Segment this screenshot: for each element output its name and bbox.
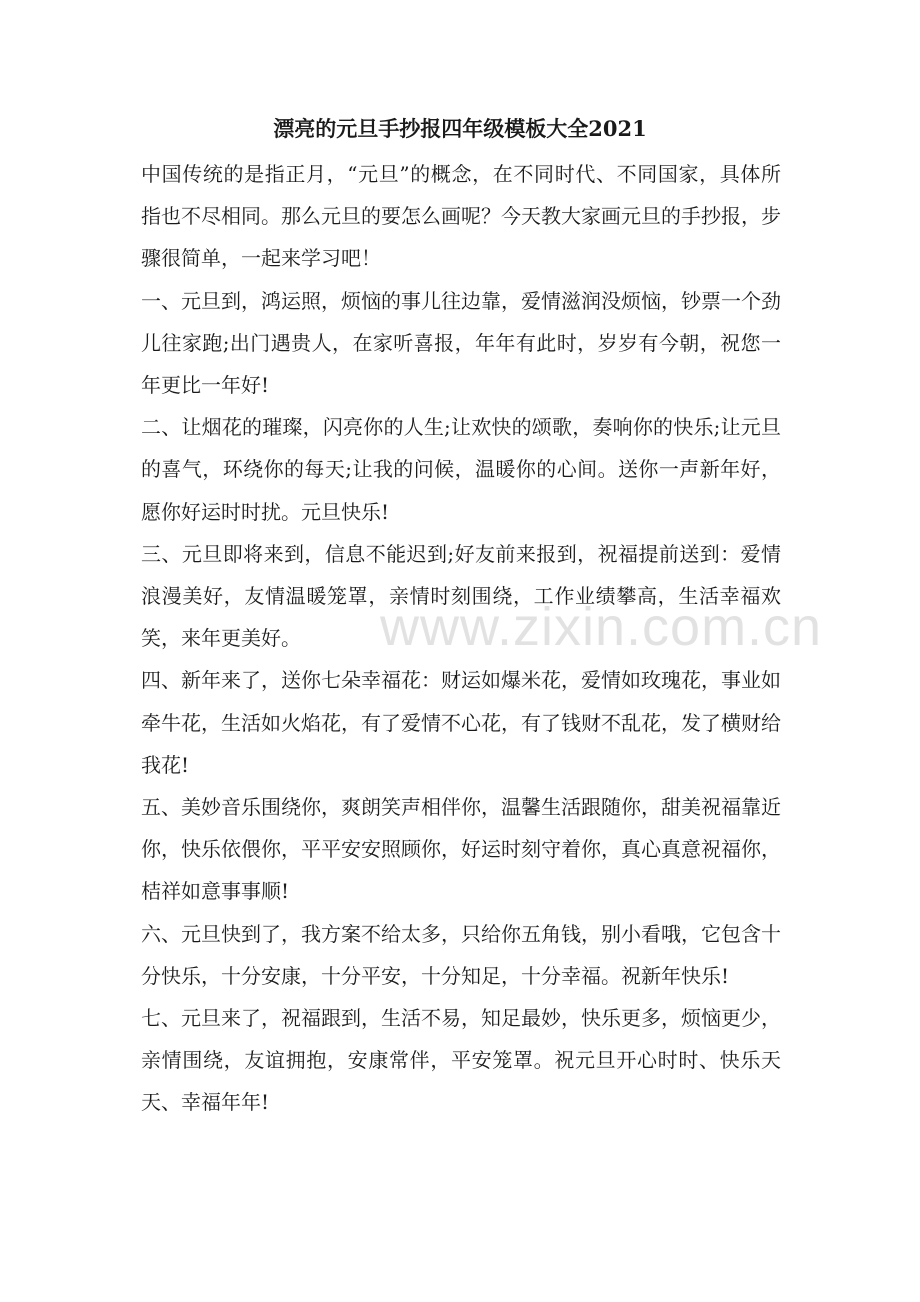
paragraph-4: 四、新年来了，送你七朵幸福花：财运如爆米花，爱情如玫瑰花，事业如牵牛花，生活如火焰花，有了爱情不心花，有了钱财不乱花，发了横财给我花! — [141, 668, 781, 777]
paragraph-6: 六、元旦快到了，我方案不给太多，只给你五角钱，别小看哦，它包含十分快乐，十分安康，十分平安，十分知足，十分幸福。祝新年快乐! — [141, 921, 781, 988]
paragraph-1: 一、元旦到，鸿运照，烦恼的事儿往边靠，爱情滋润没烦恼，钞票一个劲儿往家跑;出门遇贵人，在家听喜报，年年有此时，岁岁有今朝，祝您一年更比一年好! — [141, 288, 781, 398]
paragraph-2: 二、让烟花的璀璨，闪亮你的人生;让欢快的颂歌，奏响你的快乐;让元旦的喜气，环绕你的每天;让我的问候，温暖你的心间。送你一声新年好，愿你好运时时扰。元旦快乐! — [141, 415, 781, 524]
document-title: 漂亮的元旦手抄报四年级模板大全2021 — [273, 116, 647, 141]
paragraph-3: 三、元旦即将来到，信息不能迟到;好友前来报到，祝福提前送到：爱情浪漫美好，友情温暖笼罩，亲情时刻围绕，工作业绩攀高，生活幸福欢笑，来年更美好。 — [141, 541, 781, 651]
watermark-text: www.zixin.com.cn — [380, 597, 823, 657]
paragraph-7: 七、元旦来了，祝福跟到，生活不易，知足最妙，快乐更多，烦恼更少，亲情围绕，友谊拥抱，安康常伴，平安笼罩。祝元旦开心时时、快乐天天、幸福年年! — [141, 1006, 781, 1115]
document-body — [141, 153, 781, 1124]
intro-paragraph: 中国传统的是指正月，“元旦”的概念，在不同时代、不同国家，具体所指也不尽相同。那么元旦的要怎么画呢？今天教大家画元旦的手抄报，步骤很简单，一起来学习吧！ — [141, 162, 781, 271]
paragraph-5: 五、美妙音乐围绕你，爽朗笑声相伴你，温馨生活跟随你，甜美祝福靠近你，快乐依偎你，平平安安照顾你，好运时刻守着你，真心真意祝福你，桔祥如意事事顺! — [141, 795, 781, 904]
